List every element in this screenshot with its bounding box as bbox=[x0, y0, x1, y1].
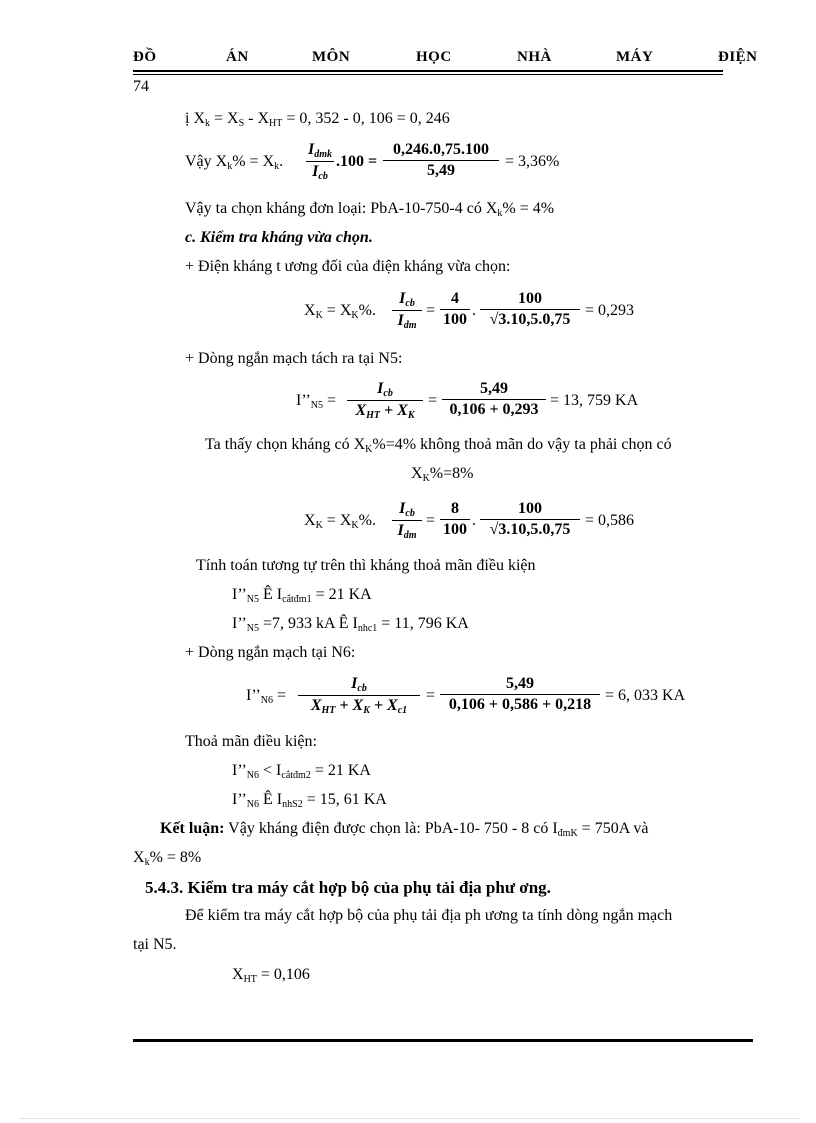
fraction-icb-xht-xk: $I_{cb}$ $X_{HT} + X_K$ bbox=[347, 380, 423, 421]
fraction-100-sqrt: $\frac{100}{√3.10,5.0,75}$ bbox=[480, 290, 580, 329]
condition-n6-cut: $I’’_{N6} < I_{cắtđm2} = 21$ KA bbox=[232, 762, 371, 781]
header-word: ĐIỆN bbox=[718, 49, 758, 65]
text-xk-8-final: $X_k\% = 8\%$ bbox=[133, 849, 202, 868]
header-rule-bottom bbox=[133, 74, 723, 75]
header-word: MÁY bbox=[616, 49, 654, 65]
formula-result-0586: = 0,586 bbox=[585, 512, 635, 529]
text-similar-calc: Tính toán tương tự trên thì kháng thoả mãn điều kiện bbox=[196, 557, 536, 574]
header-word: ĐỒ bbox=[133, 49, 157, 65]
page-number: 74 bbox=[133, 78, 149, 95]
text-not-satisfied: Ta thấy chọn kháng có $X_K\%=4\%$ không thoả mãn do vậy ta phải chọn có bbox=[205, 436, 672, 455]
equation-xk: ị $X_k = X_S - X_{HT} = 0$, 352 - 0, 106 = 0, 246 bbox=[185, 110, 450, 129]
text-xht-value: $X_{HT} = 0,106$ bbox=[232, 966, 310, 985]
text-conclusion: Kết luận: Vậy kháng điện được chọn là: PbA-10- 750 - 8 có $I_{đmK} = 750A$ và bbox=[160, 820, 649, 839]
dot-operator: . bbox=[472, 302, 476, 319]
header-word: ÁN bbox=[226, 49, 249, 65]
equals-sign: = bbox=[426, 687, 436, 704]
text-xk-8: $X_K\%=8\%$ bbox=[411, 465, 474, 484]
text-check-breaker: Để kiểm tra máy cắt hợp bộ của phụ tải địa ph ương ta tính dòng ngắn mạch bbox=[185, 907, 673, 924]
formula-xk-percent-prefix: Vậy $X_k\% = X_k$. bbox=[185, 153, 284, 172]
header-rule-top bbox=[133, 70, 723, 72]
page-bottom-dotted-line bbox=[20, 1118, 800, 1120]
formula-result-13759: = 13, 759 KA bbox=[550, 392, 639, 409]
fraction-icb-idm-2: $I_{cb}$ $I_{dm}$ bbox=[392, 500, 422, 541]
fraction-xk-value: $\frac{0,246.0,75.100}{5,49}$ bbox=[383, 141, 499, 180]
header-word: HỌC bbox=[416, 49, 452, 65]
fraction-4-100: $\frac{4}{100}$ bbox=[440, 290, 470, 329]
dot-operator: . bbox=[472, 512, 476, 529]
condition-n5-cut: $I’’_{N5}$ Ê $I_{cắtđm1} = 21$ KA bbox=[232, 586, 372, 605]
text-at-n5: tại N5. bbox=[133, 936, 177, 953]
formula-xk-prefix-2: $X_K = X_K\%$. bbox=[304, 512, 376, 531]
formula-xk-prefix-1: $X_K = X_K\%$. bbox=[304, 302, 376, 321]
formula-result-0293: = 0,293 bbox=[585, 302, 635, 319]
formula-result-6033: = 6, 033 KA bbox=[605, 687, 686, 704]
fraction-idmk-icb: $I_{dmk}$ $I_{cb}$ bbox=[308, 141, 333, 182]
text-reactance-relative: + Điện kháng t ương đối của điện kháng vừa chọn: bbox=[185, 258, 511, 275]
equals-sign: = bbox=[426, 512, 436, 529]
formula-in6-prefix: $I’’_{N6}$ = bbox=[246, 687, 287, 706]
formula-times-100: .100 = bbox=[336, 153, 378, 170]
fraction-549-sum3: $\frac{5,49}{0,106 + 0,586 + 0,218}$ bbox=[440, 675, 600, 714]
condition-n5-nh: $I’’_{N5} =7$, 933 kA Ê $I_{nhc1} = 11$, 796 KA bbox=[232, 615, 469, 634]
formula-result-336: = 3,36% bbox=[505, 153, 560, 170]
fraction-8-100: $\frac{8}{100}$ bbox=[440, 500, 470, 539]
formula-in5-prefix: $I’’_{N5}$ = bbox=[296, 392, 337, 411]
section-heading-c: c. Kiểm tra kháng vừa chọn. bbox=[185, 229, 373, 246]
text-short-circuit-n6: + Dòng ngắn mạch tại N6: bbox=[185, 644, 356, 661]
equals-sign: = bbox=[426, 302, 436, 319]
header-word: NHÀ bbox=[517, 49, 552, 65]
text-short-circuit-n5: + Dòng ngắn mạch tách ra tại N5: bbox=[185, 350, 403, 367]
fraction-100-sqrt-2: $\frac{100}{√3.10,5.0,75}$ bbox=[480, 500, 580, 539]
fraction-549-sum: $\frac{5,49}{0,106 + 0,293}$ bbox=[442, 380, 546, 419]
text-choose-reactor: Vậy ta chọn kháng đơn loại: PbA-10-750-4 có $X_k\% = 4\%$ bbox=[185, 200, 555, 219]
equals-sign: = bbox=[428, 392, 438, 409]
header-word: MÔN bbox=[312, 49, 351, 65]
condition-n6-nh: $I’’_{N6}$ Ê $I_{nhS2} = 15$, 61 KA bbox=[232, 791, 387, 810]
footer-rule bbox=[133, 1039, 753, 1042]
section-heading-543: 5.4.3. Kiểm tra máy cắt hợp bộ của phụ tải địa phư ơng. bbox=[145, 878, 551, 897]
text-conditions: Thoả mãn điều kiện: bbox=[185, 733, 317, 750]
fraction-icb-xht-xk-xc1: $I_{cb}$ $X_{HT} + X_K + X_{c1}$ bbox=[298, 675, 420, 716]
fraction-icb-idm-1: $I_{cb}$ $I_{dm}$ bbox=[392, 290, 422, 331]
